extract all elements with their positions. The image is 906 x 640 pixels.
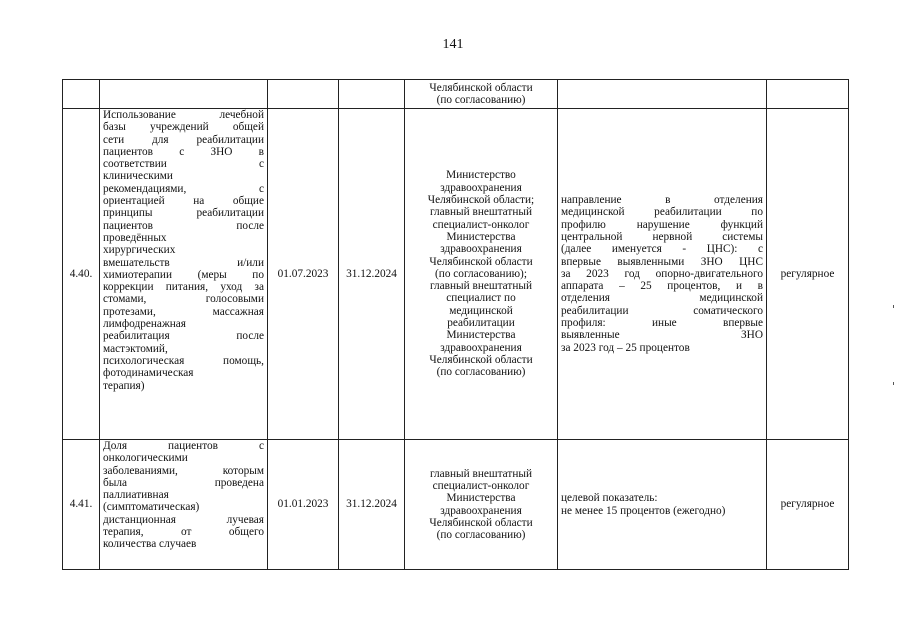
page-number: 141 [442,37,464,52]
cell-line: (по согласованию) [436,94,526,106]
cell-line: профиля: иные впервые [561,317,763,330]
cell-line: главный внештатный [429,280,533,293]
cell-line: пациентов после [103,219,264,232]
cell-line: здравоохранения [440,341,522,354]
measures-table [62,79,849,570]
cell-line: Использование лечебной [103,109,264,121]
margin-mark [893,305,894,308]
cell-line: Доля пациентов с [103,440,264,452]
cell-line: Челябинской области [429,81,533,94]
cell-line: клиническими [103,170,173,183]
expected-result [558,440,767,570]
cell-line: здравоохранения [440,504,522,517]
cell-line: лимфодренажная [103,318,187,331]
cell-line: проведённых [103,231,167,244]
end-date [339,80,405,109]
margin-mark [893,382,894,385]
row-number: 4.41. [63,440,100,570]
cell-line: соответствии с [103,158,264,171]
cell-line: протезами, массажная [103,305,264,318]
cell-line: (симптоматическая) [103,501,200,514]
cell-line: химиотерапии (меры по [103,268,264,281]
measure-type [767,80,849,109]
cell-line: психологическая помощь, [103,354,264,367]
cell-line: принципы реабилитации [103,207,264,220]
cell-line: рекомендациями, с [103,182,264,195]
cell-line: паллиативная [103,489,169,502]
cell-line: главный внештатный [429,467,533,480]
table-row [63,80,849,109]
cell-line: Министерство [446,169,516,182]
cell-line: вмешательств и/или [103,256,264,269]
start-date: 01.07.2023 [268,109,339,440]
cell-line: отделения медицинской [561,292,763,305]
cell-line: фотодинамическая [103,367,194,380]
measure-name [100,80,268,109]
cell-line: аппарата – 25 процентов, и в [561,280,763,293]
cell-line: целевой показатель: [561,492,658,505]
cell-line: профилю нарушение функций [561,218,763,231]
cell-line: впервые выявленными ЗНО ЦНС [561,255,763,268]
cell-line: количества случаев [103,538,197,551]
cell-line: здравоохранения [440,181,522,194]
row-number [63,80,100,109]
executor [405,80,558,109]
expected-result [558,109,767,440]
start-date: 01.01.2023 [268,440,339,570]
cell-line: специалист по [446,292,516,305]
cell-line: (по согласованию) [436,366,526,379]
cell-line: Челябинской области [429,255,533,268]
cell-line: базы учреждений общей [103,121,264,134]
cell-line: выявленные ЗНО [561,329,763,342]
cell-line: главный внештатный [429,206,533,219]
measure-name [100,440,268,570]
measure-type: регулярное [767,109,849,440]
cell-line: заболеваниями, которым [103,464,264,477]
cell-line: Челябинской области; [427,194,535,207]
cell-line: коррекции питания, уход за [103,281,264,294]
cell-line: пациентов с ЗНО в [103,145,264,158]
cell-line: за 2023 год – 25 процентов [561,341,690,354]
cell-line: (по согласованию); [435,267,527,280]
cell-line: хирургических [103,244,176,257]
cell-line: ориентацией на общие [103,195,264,208]
cell-line: Челябинской области [429,516,533,529]
cell-line: Министерства [446,329,516,342]
measure-name [100,109,268,440]
row-number: 4.40. [63,109,100,440]
table-row [63,440,849,570]
cell-line: реабилитации соматического [561,304,763,317]
measure-type: регулярное [767,440,849,570]
cell-line: (по согласованию) [436,529,526,542]
cell-line: Министерства [446,230,516,243]
cell-line: специалист-онколог [432,218,530,231]
executor [405,109,558,440]
executor [405,440,558,570]
expected-result [558,80,767,109]
cell-line: специалист-онколог [432,479,530,492]
cell-line: за 2023 год опорно-двигательного [561,267,763,280]
cell-line: сети для реабилитации [103,133,264,146]
cell-line: мастэктомий, [103,342,168,355]
cell-line: онкологическими [103,452,188,465]
cell-line: направление в отделения [561,194,763,207]
cell-line: не менее 15 процентов (ежегодно) [561,504,726,517]
cell-line: (далее именуется - ЦНС): с [561,243,763,256]
cell-line: медицинской [449,304,513,317]
cell-line: была проведена [103,476,264,489]
cell-line: стомами, голосовыми [103,293,264,306]
cell-line: реабилитация после [103,330,264,343]
cell-line: Челябинской области [429,353,533,366]
cell-line: дистанционная лучевая [103,513,264,526]
cell-line: Министерства [446,492,516,505]
cell-line: центральной нервной системы [561,230,763,243]
cell-line: реабилитации [447,317,515,330]
end-date: 31.12.2024 [339,440,405,570]
end-date: 31.12.2024 [339,109,405,440]
cell-line: терапия, от общего [103,526,264,539]
cell-line: медицинской реабилитации по [561,206,763,219]
cell-line: терапия) [103,379,145,392]
cell-line: здравоохранения [440,243,522,256]
table-row [63,109,849,440]
start-date [268,80,339,109]
